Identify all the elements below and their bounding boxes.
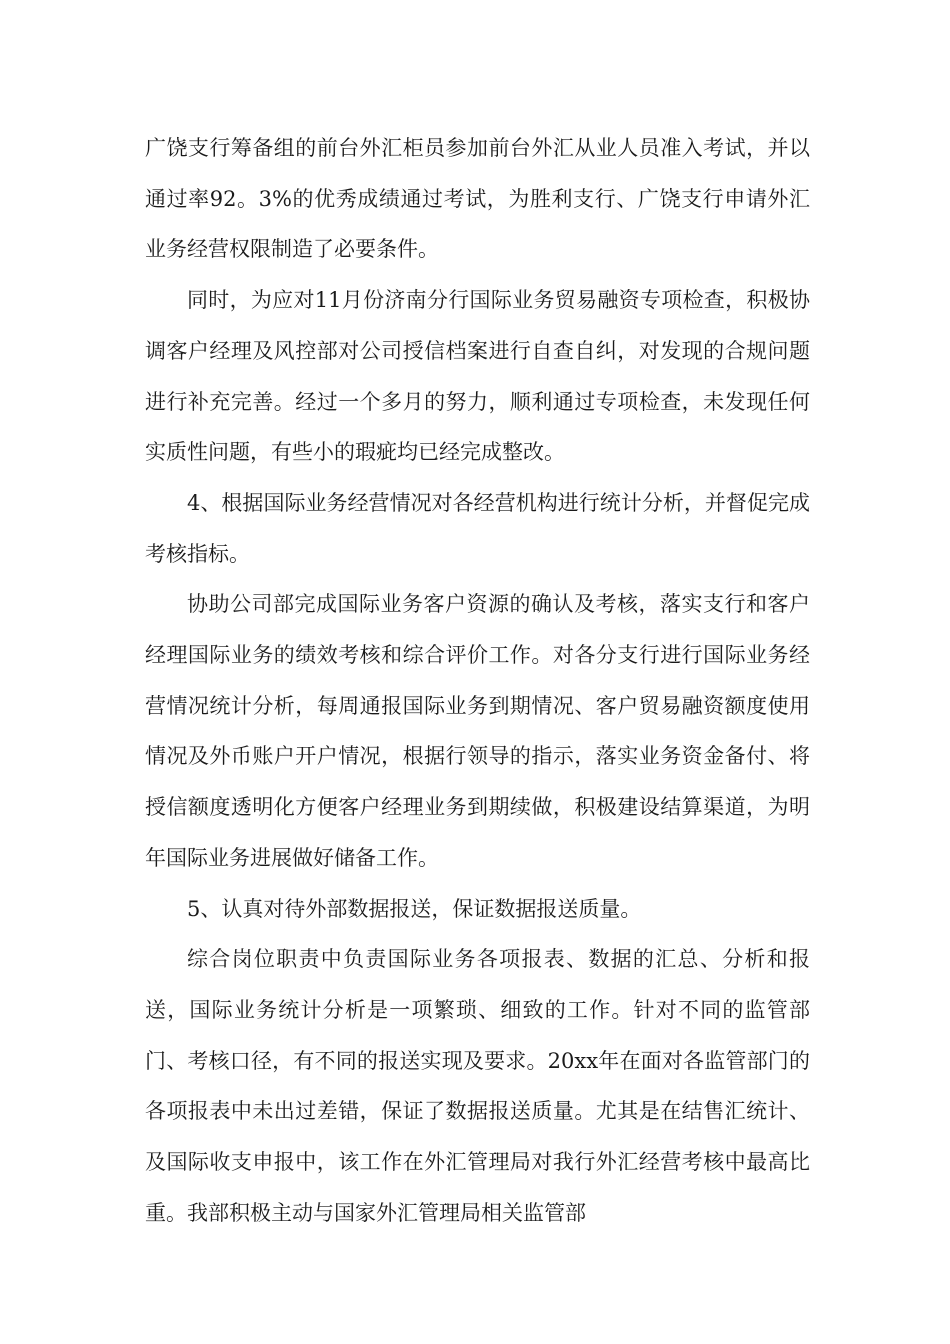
document-body: [145, 123, 810, 1238]
paragraph-1: 广饶支行筹备组的前台外汇柜员参加前台外汇从业人员准入考试，并以通过率92。3%的优秀成绩通过考试，为胜利支行、广饶支行申请外汇业务经营权限制造了必要条件。: [145, 136, 810, 262]
paragraph-4: 协助公司部完成国际业务客户资源的确认及考核，落实支行和客户经理国际业务的绩效考核和综合评价工作。对各分支行进行国际业务经营情况统计分析，每周通报国际业务到期情况、客户贸易融资额度使用情况及外币账户开户情况，根据行领导的指示，落实业务资金备付、将授信额度透明化方便客户经理业务到期续做，积极建设结算渠道，为明年国际业务进展做好储备工作。: [145, 592, 810, 870]
paragraph-2: 同时，为应对11月份济南分行国际业务贸易融资专项检查，积极协调客户经理及风控部对公司授信档案进行自查自纠，对发现的合规问题进行补充完善。经过一个多月的努力，顺利通过专项检查，未发现任何实质性问题，有些小的瑕疵均已经完成整改。: [145, 288, 810, 465]
paragraph-6: 综合岗位职责中负责国际业务各项报表、数据的汇总、分析和报送，国际业务统计分析是一项繁琐、细致的工作。针对不同的监管部门、考核口径，有不同的报送实现及要求。20xx年在面对各监管部门的各项报表中未出过差错，保证了数据报送质量。尤其是在结售汇统计、及国际收支申报中，该工作在外汇管理局对我行外汇经营考核中最高比重。我部积极主动与国家外汇管理局相关监管部: [145, 947, 810, 1225]
paragraph-3: 4、根据国际业务经营情况对各经营机构进行统计分析，并督促完成考核指标。: [145, 490, 810, 566]
paragraph-5: 5、认真对待外部数据报送，保证数据报送质量。: [187, 896, 642, 921]
